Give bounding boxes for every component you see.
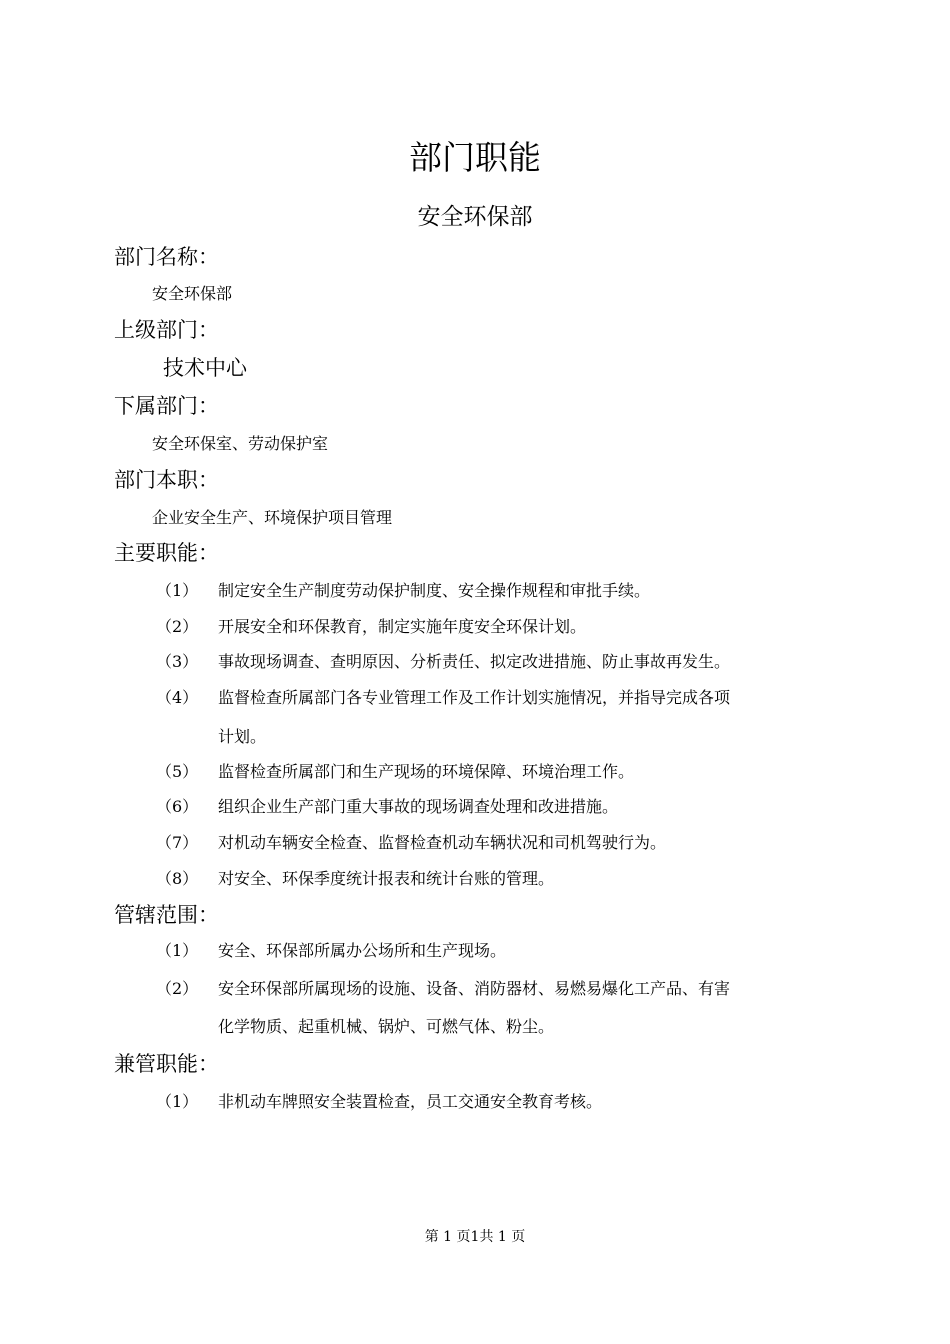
- page-subtitle: 安全环保部: [417, 204, 533, 230]
- function-number: （1）: [156, 581, 199, 600]
- function-item-continuation: 计划。: [218, 727, 267, 746]
- function-item: 监督检查所属部门各专业管理工作及工作计划实施情况，并指导完成各项: [218, 688, 731, 707]
- dept-name-heading: 部门名称：: [114, 245, 219, 269]
- scope-number: （2）: [156, 979, 199, 998]
- superior-heading: 上级部门：: [114, 318, 219, 342]
- concurrent-heading: 兼管职能：: [114, 1052, 219, 1076]
- function-item: 对安全、环保季度统计报表和统计台账的管理。: [218, 869, 555, 888]
- function-item: 开展安全和环保教育，制定实施年度安全环保计划。: [218, 617, 587, 636]
- function-number: （4）: [156, 688, 199, 707]
- function-number: （2）: [156, 617, 199, 636]
- function-item: 对机动车辆安全检查、监督检查机动车辆状况和司机驾驶行为。: [218, 833, 667, 852]
- subordinate-heading: 下属部门：: [114, 394, 219, 418]
- function-number: （6）: [156, 797, 199, 816]
- concurrent-number: （1）: [156, 1092, 199, 1111]
- scope-item: 安全、环保部所属办公场所和生产现场。: [218, 941, 507, 960]
- duty-heading: 部门本职：: [114, 468, 219, 492]
- function-item: 制定安全生产制度劳动保护制度、安全操作规程和审批手续。: [218, 581, 651, 600]
- scope-heading: 管辖范围：: [114, 903, 219, 927]
- duty-value: 企业安全生产、环境保护项目管理: [152, 508, 393, 527]
- dept-name-value: 安全环保部: [152, 284, 233, 303]
- function-item: 监督检查所属部门和生产现场的环境保障、环境治理工作。: [218, 762, 635, 781]
- concurrent-item: 非机动车牌照安全装置检查，员工交通安全教育考核。: [218, 1092, 603, 1111]
- subordinate-value: 安全环保室、劳动保护室: [152, 434, 329, 453]
- scope-item: 安全环保部所属现场的设施、设备、消防器材、易燃易爆化工产品、有害: [218, 979, 731, 998]
- function-number: （7）: [156, 833, 199, 852]
- superior-value: 技术中心: [163, 356, 247, 380]
- page-footer: 第 1 页1共 1 页: [424, 1229, 526, 1245]
- scope-number: （1）: [156, 941, 199, 960]
- function-number: （3）: [156, 652, 199, 671]
- scope-item-continuation: 化学物质、起重机械、锅炉、可燃气体、粉尘。: [218, 1017, 555, 1036]
- page-title: 部门职能: [409, 138, 541, 177]
- function-item: 组织企业生产部门重大事故的现场调查处理和改进措施。: [218, 797, 619, 816]
- function-number: （5）: [156, 762, 199, 781]
- functions-heading: 主要职能：: [114, 541, 219, 565]
- function-item: 事故现场调查、查明原因、分析责任、拟定改进措施、防止事故再发生。: [218, 652, 731, 671]
- function-number: （8）: [156, 869, 199, 888]
